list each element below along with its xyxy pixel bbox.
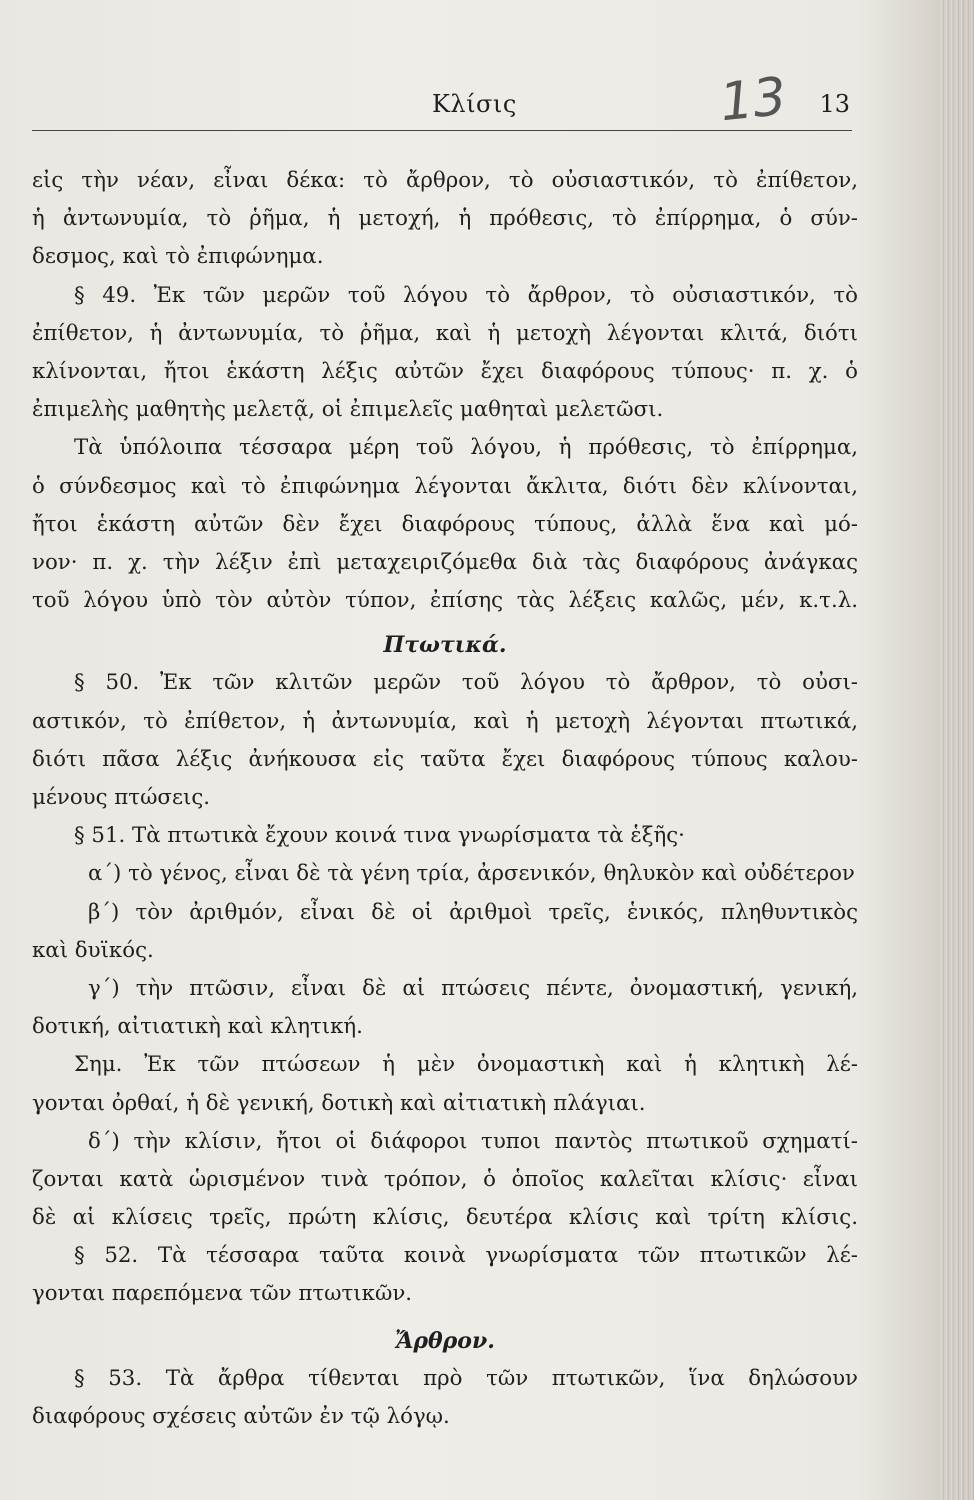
section-49-line: § 49. Ἐκ τῶν μερῶν τοῦ λόγου τὸ ἄρθρον, τὸ οὐσιαστικόν, τὸ — [74, 282, 858, 308]
text-line: δεσμος, καὶ τὸ ἐπιφώνημα. — [32, 244, 324, 270]
running-head: Κλίσις — [432, 90, 517, 118]
text-line: τοῦ λόγου ὑπὸ τὸν αὐτὸν τύπον, ἐπίσης τὰς λέξεις καλῶς, μέν, κ.τ.λ. — [32, 588, 858, 614]
page-number: 13 — [819, 90, 850, 118]
section-50-line: § 50. Ἐκ τῶν κλιτῶν μερῶν τοῦ λόγου τὸ ἄρθρον, τὸ οὐσι- — [74, 670, 858, 696]
section-52-line: § 52. Τὰ τέσσαρα ταῦτα κοινὰ γνωρίσματα τῶν πτωτικῶν λέ- — [74, 1243, 858, 1269]
list-item-d: δ΄) τὴν κλίσιν, ἤτοι οἱ διάφοροι τυποι παντὸς πτωτικοῦ σχηματί- — [88, 1128, 858, 1154]
text-line: ἡ ἀντωνυμία, τὸ ῥῆμα, ἡ μετοχή, ἡ πρόθεσις, τὸ ἐπίρρημα, ὁ σύν- — [32, 206, 858, 232]
text-line: ἐπιμελὴς μαθητὴς μελετᾷ, οἱ ἐπιμελεῖς μαθηταὶ μελετῶσι. — [32, 397, 664, 423]
text-line: Τὰ ὑπόλοιπα τέσσαρα μέρη τοῦ λόγου, ἡ πρόθεσις, τὸ ἐπίρρημα, — [74, 435, 858, 461]
body-text — [32, 162, 858, 1436]
text-line: γονται παρεπόμενα τῶν πτωτικῶν. — [32, 1281, 413, 1307]
text-line: γονται ὀρθαί, ἡ δὲ γενική, δοτικὴ καὶ αἰτιατικὴ πλάγιαι. — [32, 1090, 646, 1116]
text-line: κλίνονται, ἤτοι ἑκάστη λέξις αὐτῶν ἔχει διαφόρους τύπους· π. χ. ὁ — [32, 358, 858, 384]
header-rule — [32, 130, 852, 131]
text-line: ζονται κατὰ ὡρισμένον τινὰ τρόπον, ὁ ὁποῖος καλεῖται κλίσις· εἶναι — [32, 1166, 858, 1192]
list-item-a: α΄) τὸ γένος, εἶναι δὲ τὰ γένη τρία, ἀρσενικόν, θηλυκὸν καὶ οὐδέτερον — [88, 861, 855, 887]
page-edge — [940, 0, 974, 1500]
text-line: ἤτοι ἑκάστη αὐτῶν δὲν ἔχει διαφόρους τύπους, ἀλλὰ ἕνα καὶ μό- — [32, 511, 858, 537]
section-51-line: § 51. Τὰ πτωτικὰ ἔχουν κοινά τινα γνωρίσματα τὰ ἑξῆς· — [74, 823, 685, 849]
text-line: νον· π. χ. τὴν λέξιν ἐπὶ μεταχειριζόμεθα διὰ τὰς διαφόρους ἀνάγκας — [32, 549, 858, 575]
text-line: ὁ σύνδεσμος καὶ τὸ ἐπιφώνημα λέγονται ἄκλιτα, διότι δὲν κλίνονται, — [32, 473, 858, 499]
text-line: εἰς τὴν νέαν, εἶναι δέκα: τὸ ἄρθρον, τὸ οὐσιαστικόν, τὸ ἐπίθετον, — [32, 168, 858, 193]
text-line: δοτική, αἰτιατικὴ καὶ κλητική. — [32, 1014, 363, 1040]
list-item-b: β΄) τὸν ἀριθμόν, εἶναι δὲ οἱ ἀριθμοὶ τρεῖς, ἑνικός, πληθυντικὸς — [88, 899, 858, 925]
text-line: καὶ δυϊκός. — [32, 937, 154, 963]
section-53-line: § 53. Τὰ ἄρθρα τίθενται πρὸ τῶν πτωτικῶν, ἵνα δηλώσουν — [74, 1365, 858, 1391]
text-line: ἐπίθετον, ἡ ἀντωνυμία, τὸ ῥῆμα, καὶ ἡ μετοχὴ λέγονται κλιτά, διότι — [32, 320, 858, 346]
text-line: δὲ αἱ κλίσεις τρεῖς, πρώτη κλίσις, δευτέρα κλίσις καὶ τρίτη κλίσις. — [32, 1205, 858, 1231]
heading-arthron: Ἄρθρον. — [395, 1327, 495, 1354]
page-header — [32, 66, 854, 134]
handwritten-page-mark: 13 — [717, 66, 790, 134]
text-line: διότι πᾶσα λέξις ἀνήκουσα εἰς ταῦτα ἔχει διαφόρους τύπους καλου- — [32, 746, 858, 772]
heading-ptotika: Πτωτικά. — [383, 632, 507, 659]
text-line: μένους πτώσεις. — [32, 785, 211, 810]
list-item-c: γ΄) τὴν πτῶσιν, εἶναι δὲ αἱ πτώσεις πέντε, ὀνομαστική, γενική, — [88, 975, 858, 1001]
text-line: αστικόν, τὸ ἐπίθετον, ἡ ἀντωνυμία, καὶ ἡ μετοχὴ λέγονται πτωτικά, — [32, 708, 858, 734]
note-line: Σημ. Ἐκ τῶν πτώσεων ἡ μὲν ὀνομαστικὴ καὶ ἡ κλητικὴ λέ- — [74, 1052, 858, 1078]
text-line: διαφόρους σχέσεις αὐτῶν ἐν τῷ λόγῳ. — [32, 1404, 450, 1429]
